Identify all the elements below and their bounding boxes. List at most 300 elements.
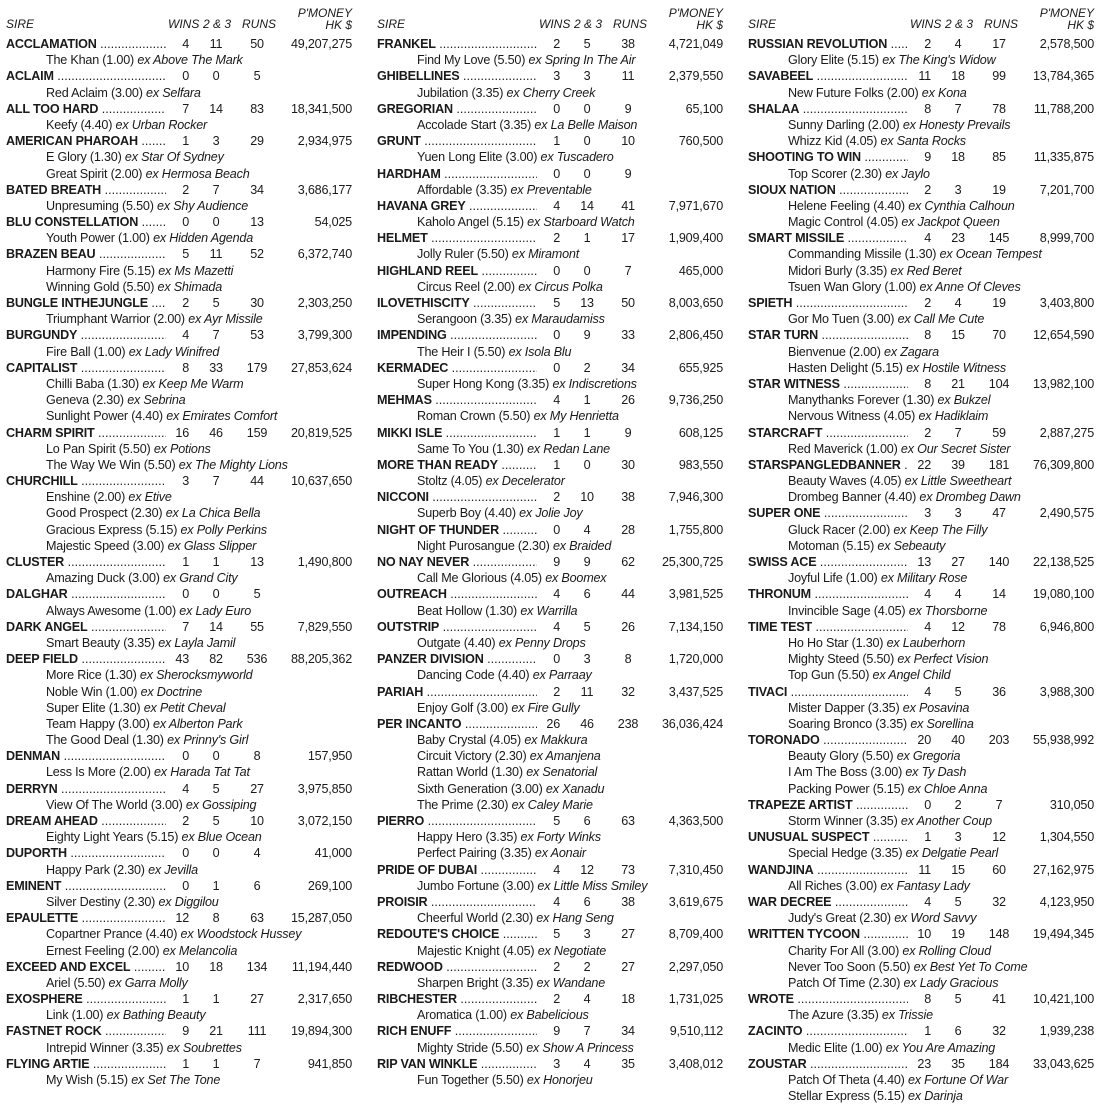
sire-2-and-3: 40 xyxy=(951,733,965,748)
sire-2-and-3: 0 xyxy=(212,749,220,764)
winner-dam: ex Caley Marie xyxy=(511,797,593,812)
winner-horse: Superb Boy (4.40) xyxy=(417,506,516,521)
sire-name: GRUNT ..... xyxy=(377,133,559,149)
sire-row xyxy=(377,894,735,910)
winner-dam: ex Ayr Missile xyxy=(188,312,263,327)
sire-wins: 0 xyxy=(537,101,560,117)
sire-name: DUPORTH ..... xyxy=(6,845,188,861)
winner-row xyxy=(748,489,1100,505)
sire-wins: 12 xyxy=(166,910,189,926)
winner-row xyxy=(377,441,735,457)
winner-horse: Affordable (3.35) xyxy=(417,182,508,197)
winner-dam: ex Set The Tone xyxy=(131,1073,221,1087)
sire-row xyxy=(377,101,735,117)
winner-dam: ex Keep Me Warm xyxy=(142,376,244,391)
sire-wins: 3 xyxy=(537,68,560,84)
sire-2-and-3: 1 xyxy=(583,393,591,408)
sire-wins: 4 xyxy=(908,230,931,246)
winner-row xyxy=(6,1072,364,1088)
sire-runs: 73 xyxy=(621,862,635,877)
sire-row xyxy=(748,797,1100,813)
winner-dam: ex Ocean Tempest xyxy=(939,247,1042,262)
winner-row xyxy=(748,1088,1100,1104)
sire-2-and-3: 19 xyxy=(951,927,965,942)
winner-dam: ex Doctrine xyxy=(140,684,203,699)
sire-runs: 34 xyxy=(250,182,264,197)
winner-dam: ex Redan Lane xyxy=(527,441,610,456)
sire-2-and-3: 8 xyxy=(212,911,220,926)
winner-horse: Chilli Baba (1.30) xyxy=(46,376,139,391)
sire-2-and-3: 4 xyxy=(954,587,962,602)
winner-dam: ex Ty Dash xyxy=(905,765,967,780)
sire-prize-money: 8,003,650 xyxy=(668,296,723,310)
sire-row xyxy=(6,36,364,52)
sire-name: SUPER ONE ..... xyxy=(748,505,930,521)
sire-2-and-3: 4 xyxy=(954,37,962,51)
sire-runs: 5 xyxy=(253,587,261,602)
sire-row xyxy=(377,457,735,473)
winner-horse: Rattan World (1.30) xyxy=(417,765,523,780)
sire-runs: 99 xyxy=(992,69,1006,84)
sire-row xyxy=(377,926,735,942)
sire-runs: 7 xyxy=(624,263,632,278)
sire-2-and-3: 46 xyxy=(209,425,223,440)
sire-name: THRONUM ..... xyxy=(748,586,930,602)
sire-runs: 181 xyxy=(988,457,1010,472)
sire-name: CAPITALIST ..... xyxy=(6,360,188,376)
sire-2-and-3: 3 xyxy=(583,69,591,84)
sire-name: TIME TEST ..... xyxy=(748,619,930,635)
sire-runs: 4 xyxy=(253,846,261,861)
winner-row xyxy=(6,732,364,748)
winner-row xyxy=(377,279,735,295)
winner-horse: The Prime (2.30) xyxy=(417,797,509,812)
winner-dam: ex Fire Gully xyxy=(511,700,580,715)
sire-prize-money: 1,720,000 xyxy=(668,652,723,667)
winner-horse: Same To You (1.30) xyxy=(417,441,524,456)
winner-row xyxy=(6,263,364,279)
sire-row xyxy=(377,1023,735,1039)
winner-row xyxy=(748,279,1100,295)
sire-runs: 14 xyxy=(992,587,1006,602)
sire-row xyxy=(377,133,735,149)
winner-row xyxy=(377,570,735,586)
header-prize-money xyxy=(669,7,723,31)
winner-dam: ex Parraay xyxy=(532,668,592,683)
sire-name: DENMAN ..... xyxy=(6,748,188,764)
sire-wins: 0 xyxy=(166,214,189,230)
winner-horse: More Rice (1.30) xyxy=(46,668,137,683)
sire-prize-money: 4,123,950 xyxy=(1039,894,1094,909)
sire-2-and-3: 4 xyxy=(583,992,591,1007)
winner-row xyxy=(748,1007,1100,1023)
winner-horse: Patch Of Theta (4.40) xyxy=(788,1073,905,1087)
winner-dam: ex Layla Jamil xyxy=(158,635,236,650)
winner-horse: Ho Ho Star (1.30) xyxy=(788,635,884,650)
sire-wins: 11 xyxy=(908,862,931,878)
winner-dam: ex Lady Euro xyxy=(179,603,252,618)
winner-row xyxy=(748,878,1100,894)
sire-row xyxy=(377,586,735,602)
sire-name: ZACINTO ..... xyxy=(748,1023,930,1039)
winner-dam: ex Lady Gracious xyxy=(903,975,999,990)
sire-row xyxy=(377,862,735,878)
sire-2-and-3: 5 xyxy=(583,37,591,51)
winner-row xyxy=(748,408,1100,424)
sire-prize-money: 760,500 xyxy=(678,134,723,149)
winner-row xyxy=(377,182,735,198)
sire-prize-money: 8,999,700 xyxy=(1039,231,1094,246)
sire-2-and-3: 2 xyxy=(583,360,591,375)
winner-dam: ex Etive xyxy=(128,490,172,505)
winner-horse: Perfect Pairing (3.35) xyxy=(417,846,532,861)
winner-horse: Medic Elite (1.00) xyxy=(788,1040,883,1055)
winner-horse: Happy Hero (3.35) xyxy=(417,830,518,845)
sire-2-and-3: 6 xyxy=(583,814,591,828)
winner-horse: The Way We Win (5.50) xyxy=(46,457,176,472)
winner-horse: Triumphant Warrior (2.00) xyxy=(46,312,185,327)
sire-wins: 2 xyxy=(166,813,189,829)
sire-runs: 55 xyxy=(250,619,264,634)
sire-prize-money: 36,036,424 xyxy=(661,716,723,731)
winner-horse: Great Spirit (2.00) xyxy=(46,166,143,181)
column-3 xyxy=(748,0,1100,1104)
sire-row xyxy=(748,182,1100,198)
sire-wins: 1 xyxy=(537,425,560,441)
sire-prize-money: 27,853,624 xyxy=(290,360,352,375)
winner-row xyxy=(6,52,364,68)
sire-wins: 2 xyxy=(537,684,560,700)
sire-2-and-3: 4 xyxy=(583,522,591,537)
sire-name: BUNGLE INTHEJUNGLE ..... xyxy=(6,295,188,311)
sire-row xyxy=(6,781,364,797)
winner-dam: ex Fantasy Lady xyxy=(880,878,970,893)
sire-name: WANDJINA ..... xyxy=(748,862,930,878)
header-money-line2: HK $ xyxy=(696,18,723,32)
sire-name: RUSSIAN REVOLUTION ..... xyxy=(748,36,930,52)
sire-row xyxy=(377,716,735,732)
sire-2-and-3: 0 xyxy=(583,457,591,472)
sire-row xyxy=(748,554,1100,570)
winner-row xyxy=(6,635,364,651)
winner-row xyxy=(377,1007,735,1023)
sire-runs: 9 xyxy=(624,166,632,181)
sire-prize-money: 3,686,177 xyxy=(297,182,352,197)
sire-2-and-3: 18 xyxy=(209,959,223,974)
sire-runs: 32 xyxy=(992,1024,1006,1039)
winner-dam: ex Glass Slipper xyxy=(167,538,257,553)
sire-name: DERRYN ..... xyxy=(6,781,188,797)
winner-horse: Call Me Glorious (4.05) xyxy=(417,571,542,586)
sire-row xyxy=(748,457,1100,473)
winner-row xyxy=(377,1072,735,1088)
sire-2-and-3: 1 xyxy=(212,1056,220,1071)
sire-runs: 83 xyxy=(250,101,264,116)
sire-runs: 78 xyxy=(992,619,1006,634)
sire-name: SHALAA ..... xyxy=(748,101,930,117)
column-header xyxy=(377,0,735,36)
header-runs: RUNS xyxy=(242,17,277,31)
sire-wins: 0 xyxy=(166,878,189,894)
sire-name: NIGHT OF THUNDER ..... xyxy=(377,522,559,538)
winner-row xyxy=(377,829,735,845)
sire-prize-money: 3,403,800 xyxy=(1039,296,1094,310)
sire-name: DALGHAR ..... xyxy=(6,586,188,602)
sire-runs: 29 xyxy=(250,134,264,149)
winner-row xyxy=(377,376,735,392)
winner-dam: ex Warrilla xyxy=(520,603,578,618)
winner-dam: ex Petit Cheval xyxy=(143,700,226,715)
sire-wins: 4 xyxy=(537,198,560,214)
winner-dam: ex Jackpot Queen xyxy=(901,215,1000,230)
winner-horse: Circus Reel (2.00) xyxy=(417,279,515,294)
sire-wins: 0 xyxy=(537,651,560,667)
sire-runs: 27 xyxy=(621,959,635,974)
sire-name: WAR DECREE ..... xyxy=(748,894,930,910)
winner-row xyxy=(748,246,1100,262)
sire-runs: 9 xyxy=(624,101,632,116)
sire-wins: 2 xyxy=(908,182,931,198)
sire-2-and-3: 33 xyxy=(209,360,223,375)
sire-row xyxy=(377,230,735,246)
sire-2-and-3: 11 xyxy=(580,684,594,699)
winner-dam: ex Shy Audience xyxy=(157,198,249,213)
sire-2-and-3: 5 xyxy=(212,814,220,828)
winner-row xyxy=(377,845,735,861)
winner-dam: ex Potions xyxy=(153,441,211,456)
sire-2-and-3: 5 xyxy=(212,296,220,310)
sire-name: HARDHAM ..... xyxy=(377,166,559,182)
sire-runs: 111 xyxy=(247,1024,267,1039)
sire-2-and-3: 9 xyxy=(583,328,591,343)
sire-row xyxy=(748,619,1100,635)
sire-runs: 184 xyxy=(988,1056,1010,1071)
sire-2-and-3: 7 xyxy=(954,101,962,116)
sire-name: FLYING ARTIE ..... xyxy=(6,1056,188,1072)
sire-runs: 44 xyxy=(250,474,264,489)
winner-dam: ex Boomex xyxy=(545,571,607,586)
sire-wins: 4 xyxy=(537,894,560,910)
winner-horse: Noble Win (1.00) xyxy=(46,684,138,699)
sire-row xyxy=(6,959,364,975)
winner-horse: Fire Ball (1.00) xyxy=(46,344,126,359)
sire-wins: 8 xyxy=(908,327,931,343)
sire-row xyxy=(748,68,1100,84)
winner-row xyxy=(377,975,735,991)
winner-row xyxy=(6,570,364,586)
winner-horse: Ariel (5.50) xyxy=(46,975,106,990)
winner-dam: ex Little Sweetheart xyxy=(904,474,1012,489)
winner-row xyxy=(6,975,364,991)
winner-dam: ex Negotiate xyxy=(537,943,607,958)
winner-row xyxy=(6,764,364,780)
sire-row xyxy=(748,732,1100,748)
winner-horse: Charity For All (3.00) xyxy=(788,943,900,958)
winner-horse: Invincible Sage (4.05) xyxy=(788,603,906,618)
sire-2-and-3: 14 xyxy=(580,198,594,213)
sire-name: WROTE ..... xyxy=(748,991,930,1007)
winner-row xyxy=(377,667,735,683)
winner-row xyxy=(6,684,364,700)
winner-horse: Kaholo Angel (5.15) xyxy=(417,215,524,230)
sire-prize-money: 88,205,362 xyxy=(290,652,352,667)
sire-2-and-3: 2 xyxy=(954,797,962,812)
winner-row xyxy=(748,311,1100,327)
sire-2-and-3: 21 xyxy=(209,1024,223,1039)
winner-row xyxy=(6,392,364,408)
winner-row xyxy=(748,781,1100,797)
sire-runs: 203 xyxy=(988,733,1010,748)
sire-row xyxy=(748,586,1100,602)
sire-wins: 9 xyxy=(908,149,931,165)
winner-horse: Serangoon (3.35) xyxy=(417,312,512,327)
sire-row xyxy=(6,214,364,230)
sire-prize-money: 11,788,200 xyxy=(1033,101,1094,116)
sire-row xyxy=(377,684,735,700)
sire-prize-money: 3,437,525 xyxy=(668,684,723,699)
sire-runs: 10 xyxy=(250,814,264,828)
winner-horse: Whizz Kid (4.05) xyxy=(788,134,878,149)
sire-name: TIVACI ..... xyxy=(748,684,930,700)
winner-row xyxy=(6,943,364,959)
winner-horse: Patch Of Time (2.30) xyxy=(788,975,901,990)
sire-wins: 9 xyxy=(537,1023,560,1039)
sire-row xyxy=(6,991,364,1007)
winner-dam: ex Hermosa Beach xyxy=(145,166,250,181)
winner-dam: ex Makkura xyxy=(524,733,588,748)
sire-runs: 17 xyxy=(621,231,635,246)
sire-wins: 26 xyxy=(537,716,560,732)
sire-runs: 13 xyxy=(250,215,264,230)
sire-prize-money: 15,287,050 xyxy=(290,911,352,926)
winner-horse: Roman Crown (5.50) xyxy=(417,409,531,424)
sire-name: NO NAY NEVER ..... xyxy=(377,554,559,570)
sire-2-and-3: 3 xyxy=(954,182,962,197)
sire-row xyxy=(6,68,364,84)
winner-horse: Team Happy (3.00) xyxy=(46,716,150,731)
winner-row xyxy=(748,166,1100,182)
header-prize-money xyxy=(298,7,352,31)
winner-dam: ex Star Of Sydney xyxy=(124,150,224,165)
sire-prize-money: 2,887,275 xyxy=(1039,425,1094,440)
header-sire: SIRE xyxy=(748,17,777,31)
sire-runs: 62 xyxy=(621,555,635,569)
sire-row xyxy=(377,522,735,538)
winner-horse: Sunlight Power (4.40) xyxy=(46,409,163,424)
sire-runs: 63 xyxy=(621,814,635,828)
winner-row xyxy=(6,538,364,554)
header-runs: RUNS xyxy=(613,17,648,31)
winner-dam: ex Decelerator xyxy=(485,474,565,489)
column-header xyxy=(6,0,364,36)
winner-dam: ex Harada Tat Tat xyxy=(154,765,250,780)
sire-wins: 4 xyxy=(537,862,560,878)
sire-prize-money: 25,300,725 xyxy=(661,555,723,569)
sire-runs: 17 xyxy=(992,37,1006,51)
sire-prize-money: 7,971,670 xyxy=(668,198,723,213)
winner-horse: Jumbo Fortune (3.00) xyxy=(417,878,535,893)
sire-wins: 5 xyxy=(537,295,560,311)
sire-prize-money: 1,731,025 xyxy=(668,992,723,1007)
sire-wins: 4 xyxy=(908,684,931,700)
sire-2-and-3: 39 xyxy=(951,457,965,472)
winner-dam: ex The King's Widow xyxy=(882,53,996,68)
header-2-and-3: 2 & 3 xyxy=(203,17,232,31)
winner-horse: Circuit Victory (2.30) xyxy=(417,749,527,764)
sire-runs: 32 xyxy=(992,894,1006,909)
sire-prize-money: 9,736,250 xyxy=(668,393,723,408)
winner-dam: ex Soubrettes xyxy=(166,1040,242,1055)
winner-horse: Copartner Prance (4.40) xyxy=(46,927,178,942)
sire-prize-money: 3,988,300 xyxy=(1039,684,1094,699)
sire-2-and-3: 6 xyxy=(583,894,591,909)
header-sire: SIRE xyxy=(6,17,35,31)
sire-runs: 9 xyxy=(624,425,632,440)
sire-name: IMPENDING ..... xyxy=(377,327,559,343)
sire-runs: 35 xyxy=(621,1056,635,1071)
sire-row xyxy=(6,1056,364,1072)
winner-dam: ex Garra Molly xyxy=(108,975,188,990)
sire-2-and-3: 0 xyxy=(583,134,591,149)
sire-wins: 0 xyxy=(537,166,560,182)
winner-row xyxy=(748,635,1100,651)
winner-row xyxy=(748,214,1100,230)
winner-row xyxy=(6,149,364,165)
sire-2-and-3: 2 xyxy=(583,959,591,974)
sire-prize-money: 6,372,740 xyxy=(297,247,352,262)
sire-runs: 13 xyxy=(250,555,264,569)
winner-dam: ex Lady Winifred xyxy=(128,344,220,359)
sire-name: EPAULETTE ..... xyxy=(6,910,188,926)
winner-horse: Mighty Steed (5.50) xyxy=(788,652,895,667)
sire-row xyxy=(748,376,1100,392)
sire-2-and-3: 23 xyxy=(951,231,965,246)
winner-horse: Amazing Duck (3.00) xyxy=(46,571,160,586)
winner-horse: Find My Love (5.50) xyxy=(417,53,526,68)
sire-row xyxy=(377,813,735,829)
winner-row xyxy=(748,845,1100,861)
winner-horse: Ernest Feeling (2.00) xyxy=(46,943,160,958)
winner-row xyxy=(6,1007,364,1023)
winner-dam: ex Jolie Joy xyxy=(519,506,583,521)
sire-name: TORONADO ..... xyxy=(748,732,930,748)
sire-wins: 3 xyxy=(908,505,931,521)
winner-dam: ex Hadiklaim xyxy=(918,409,989,424)
sire-runs: 59 xyxy=(992,425,1006,440)
winner-row xyxy=(748,538,1100,554)
sire-runs: 38 xyxy=(621,894,635,909)
winner-dam: ex Jaylo xyxy=(885,166,930,181)
sire-prize-money: 4,363,500 xyxy=(668,814,723,828)
sire-runs: 27 xyxy=(250,781,264,796)
sire-2-and-3: 0 xyxy=(583,263,591,278)
sire-name: GHIBELLINES ..... xyxy=(377,68,559,84)
winner-horse: Commanding Missile (1.30) xyxy=(788,247,937,262)
winner-row xyxy=(748,943,1100,959)
sire-name: SAVABEEL ..... xyxy=(748,68,930,84)
winner-horse: Stellar Express (5.15) xyxy=(788,1089,905,1104)
sire-2-and-3: 7 xyxy=(583,1024,591,1039)
winner-row xyxy=(377,538,735,554)
sire-prize-money: 269,100 xyxy=(307,878,352,893)
sire-row xyxy=(6,182,364,198)
sire-prize-money: 2,578,500 xyxy=(1039,37,1094,51)
sire-prize-money: 33,043,625 xyxy=(1032,1056,1094,1071)
winner-dam: ex Hostile Witness xyxy=(906,360,1006,375)
winner-row xyxy=(748,975,1100,991)
winner-horse: Outgate (4.40) xyxy=(417,635,496,650)
winner-dam: ex Kona xyxy=(921,85,967,100)
